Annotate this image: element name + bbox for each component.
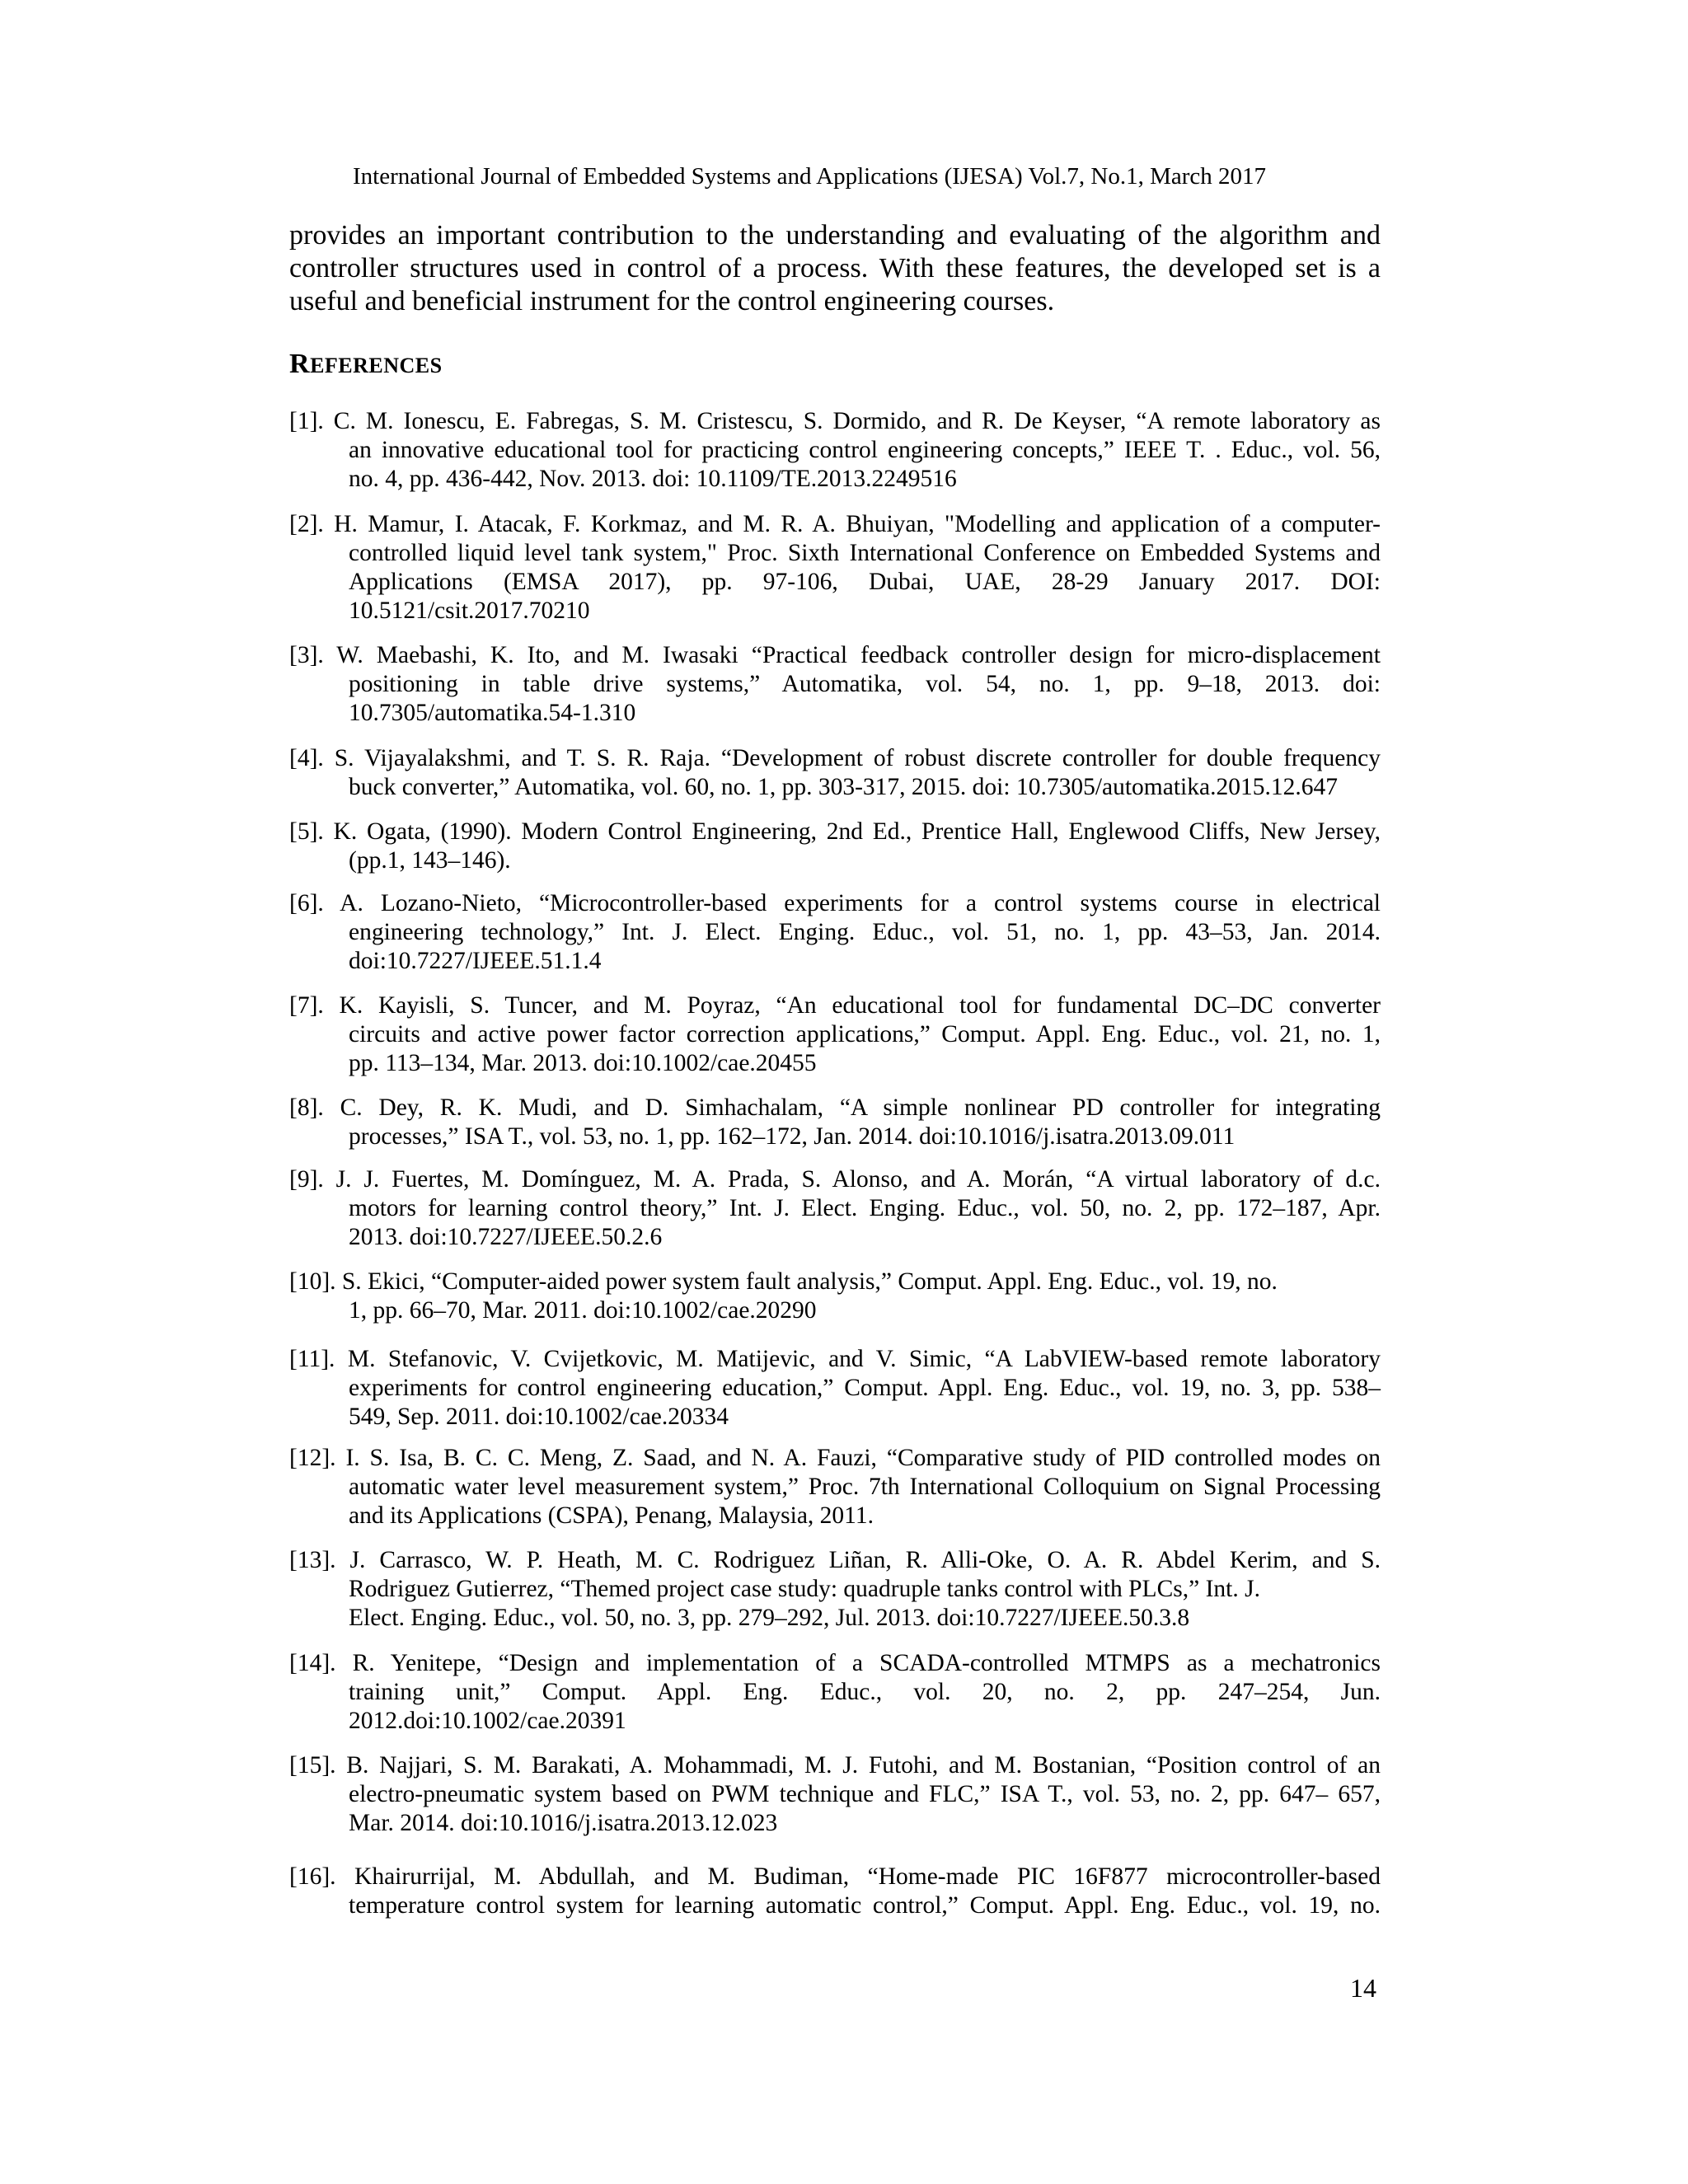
reference-line: [6]. A. Lozano-Nieto, “Microcontroller-based experiments for a control systems course in electrical xyxy=(289,890,1381,916)
reference-item xyxy=(289,889,1381,976)
reference-line: [1]. C. M. Ionescu, E. Fabregas, S. M. Cristescu, S. Dormido, and R. De Keyser, “A remote laboratory as xyxy=(289,408,1381,434)
reference-line: 2013. doi:10.7227/IJEEE.50.2.6 xyxy=(349,1224,663,1250)
reference-item xyxy=(289,744,1381,802)
reference-line: circuits and active power factor correction applications,” Comput. Appl. Eng. Educ., vol. 21, no. 1, xyxy=(349,1021,1381,1047)
reference-line: 2012.doi:10.1002/cae.20391 xyxy=(349,1708,626,1734)
reference-line: controlled liquid level tank system," Proc. Sixth International Conference on Embedded Systems and xyxy=(349,540,1381,566)
reference-line: no. 4, pp. 436-442, Nov. 2013. doi: 10.1109/TE.2013.2249516 xyxy=(349,466,957,492)
reference-line: [8]. C. Dey, R. K. Mudi, and D. Simhachalam, “A simple nonlinear PD controller for integrating xyxy=(289,1094,1381,1121)
intro-paragraph xyxy=(289,219,1381,318)
text-line: provides an important contribution to the understanding and evaluating of the algorithm and xyxy=(289,220,1381,251)
reference-line: buck converter,” Automatika, vol. 60, no. 1, pp. 303-317, 2015. doi: 10.7305/automatika.2015.12.647 xyxy=(349,774,1338,800)
reference-line: an innovative educational tool for practicing control engineering concepts,” IEEE T. . Educ., vol. 56, xyxy=(349,437,1381,463)
reference-item xyxy=(289,510,1381,626)
reference-line: training unit,” Comput. Appl. Eng. Educ., vol. 20, no. 2, pp. 247–254, Jun. xyxy=(349,1679,1381,1705)
reference-line: 10.7305/automatika.54-1.310 xyxy=(349,700,636,726)
reference-line: [14]. R. Yenitepe, “Design and implementation of a SCADA-controlled MTMPS as a mechatronics xyxy=(289,1650,1381,1676)
reference-item xyxy=(289,1546,1381,1633)
reference-line: processes,” ISA T., vol. 53, no. 1, pp. 162–172, Jan. 2014. doi:10.1016/j.isatra.2013.09.011 xyxy=(349,1123,1236,1150)
reference-item xyxy=(289,991,1381,1078)
reference-line: [9]. J. J. Fuertes, M. Domínguez, M. A. Prada, S. Alonso, and A. Morán, “A virtual laboratory of d.c. xyxy=(289,1166,1381,1193)
reference-line: 10.5121/csit.2017.70210 xyxy=(349,598,590,624)
reference-item xyxy=(289,1863,1381,1920)
reference-item xyxy=(289,407,1381,494)
reference-line: engineering technology,” Int. J. Elect. Enging. Educ., vol. 51, no. 1, pp. 43–53, Jan. 2014. xyxy=(349,919,1381,945)
reference-line: motors for learning control theory,” Int. J. Elect. Enging. Educ., vol. 50, no. 2, pp. 172–187, Apr. xyxy=(349,1195,1381,1221)
reference-item xyxy=(289,1345,1381,1432)
reference-item xyxy=(289,1165,1381,1252)
reference-line: doi:10.7227/IJEEE.51.1.4 xyxy=(349,948,602,974)
reference-line: electro-pneumatic system based on PWM technique and FLC,” ISA T., vol. 53, no. 2, pp. 647– 657, xyxy=(349,1781,1381,1807)
reference-line: [10]. S. Ekici, “Computer-aided power system fault analysis,” Comput. Appl. Eng. Educ., vol. 19, no. xyxy=(289,1268,1278,1295)
text-line: controller structures used in control of a process. With these features, the developed set is a xyxy=(289,253,1381,284)
reference-item xyxy=(289,641,1381,728)
reference-item xyxy=(289,1094,1381,1151)
reference-line: [11]. M. Stefanovic, V. Cvijetkovic, M. Matijevic, and V. Simic, “A LabVIEW-based remote laboratory xyxy=(289,1346,1381,1372)
reference-line: (pp.1, 143–146). xyxy=(349,847,511,874)
reference-line: [2]. H. Mamur, I. Atacak, F. Korkmaz, and M. R. A. Bhuiyan, "Modelling and application of a computer- xyxy=(289,511,1381,537)
reference-line: experiments for control engineering education,” Comput. Appl. Eng. Educ., vol. 19, no. 3, pp. 538– xyxy=(349,1375,1381,1401)
reference-item xyxy=(289,1751,1381,1838)
reference-line: [16]. Khairurrijal, M. Abdullah, and M. Budiman, “Home-made PIC 16F877 microcontroller-based xyxy=(289,1863,1381,1890)
reference-line: pp. 113–134, Mar. 2013. doi:10.1002/cae.20455 xyxy=(349,1050,817,1076)
reference-line: Elect. Enging. Educ., vol. 50, no. 3, pp. 279–292, Jul. 2013. doi:10.7227/IJEEE.50.3.8 xyxy=(349,1605,1190,1631)
reference-line: automatic water level measurement system,” Proc. 7th International Colloquium on Signal Processing xyxy=(349,1474,1381,1500)
reference-item xyxy=(289,1649,1381,1736)
reference-line: Rodriguez Gutierrez, “Themed project case study: quadruple tanks control with PLCs,” Int. J. xyxy=(349,1576,1260,1602)
reference-line: Mar. 2014. doi:10.1016/j.isatra.2013.12.023 xyxy=(349,1810,778,1836)
reference-line: temperature control system for learning automatic control,” Comput. Appl. Eng. Educ., vol. 19, no. xyxy=(349,1892,1381,1919)
page-number: 14 xyxy=(1350,1973,1376,2003)
reference-item xyxy=(289,818,1381,875)
reference-line: [12]. I. S. Isa, B. C. C. Meng, Z. Saad, and N. A. Fauzi, “Comparative study of PID controlled modes on xyxy=(289,1445,1381,1471)
reference-line: and its Applications (CSPA), Penang, Malaysia, 2011. xyxy=(349,1502,874,1529)
reference-item xyxy=(289,1268,1381,1325)
text-line: useful and beneficial instrument for the control engineering courses. xyxy=(289,286,1055,316)
reference-line: [3]. W. Maebashi, K. Ito, and M. Iwasaki “Practical feedback controller design for micro-displacement xyxy=(289,642,1381,668)
references-heading-rest: EFERENCES xyxy=(310,354,443,377)
reference-line: [7]. K. Kayisli, S. Tuncer, and M. Poyraz, “An educational tool for fundamental DC–DC converter xyxy=(289,992,1381,1019)
reference-line: [5]. K. Ogata, (1990). Modern Control Engineering, 2nd Ed., Prentice Hall, Englewood Cliffs, New Jersey, xyxy=(289,818,1381,845)
running-header: International Journal of Embedded Systems and Applications (IJESA) Vol.7, No.1, March 2017 xyxy=(353,163,1267,190)
reference-line: [13]. J. Carrasco, W. P. Heath, M. C. Rodriguez Liñan, R. Alli-Oke, O. A. R. Abdel Kerim, and S. xyxy=(289,1547,1381,1573)
reference-line: 549, Sep. 2011. doi:10.1002/cae.20334 xyxy=(349,1404,729,1430)
reference-line: [4]. S. Vijayalakshmi, and T. S. R. Raja. “Development of robust discrete controller for double frequency xyxy=(289,745,1381,771)
references-heading-initial: R xyxy=(289,349,311,379)
reference-line: positioning in table drive systems,” Automatika, vol. 54, no. 1, pp. 9–18, 2013. doi: xyxy=(349,671,1381,697)
reference-line: Applications (EMSA 2017), pp. 97-106, Dubai, UAE, 28-29 January 2017. DOI: xyxy=(349,569,1381,595)
reference-line: 1, pp. 66–70, Mar. 2011. doi:10.1002/cae.20290 xyxy=(349,1297,817,1324)
reference-item xyxy=(289,1444,1381,1530)
reference-line: [15]. B. Najjari, S. M. Barakati, A. Mohammadi, M. J. Futohi, and M. Bostanian, “Position control of an xyxy=(289,1752,1381,1779)
references-heading xyxy=(289,348,443,382)
